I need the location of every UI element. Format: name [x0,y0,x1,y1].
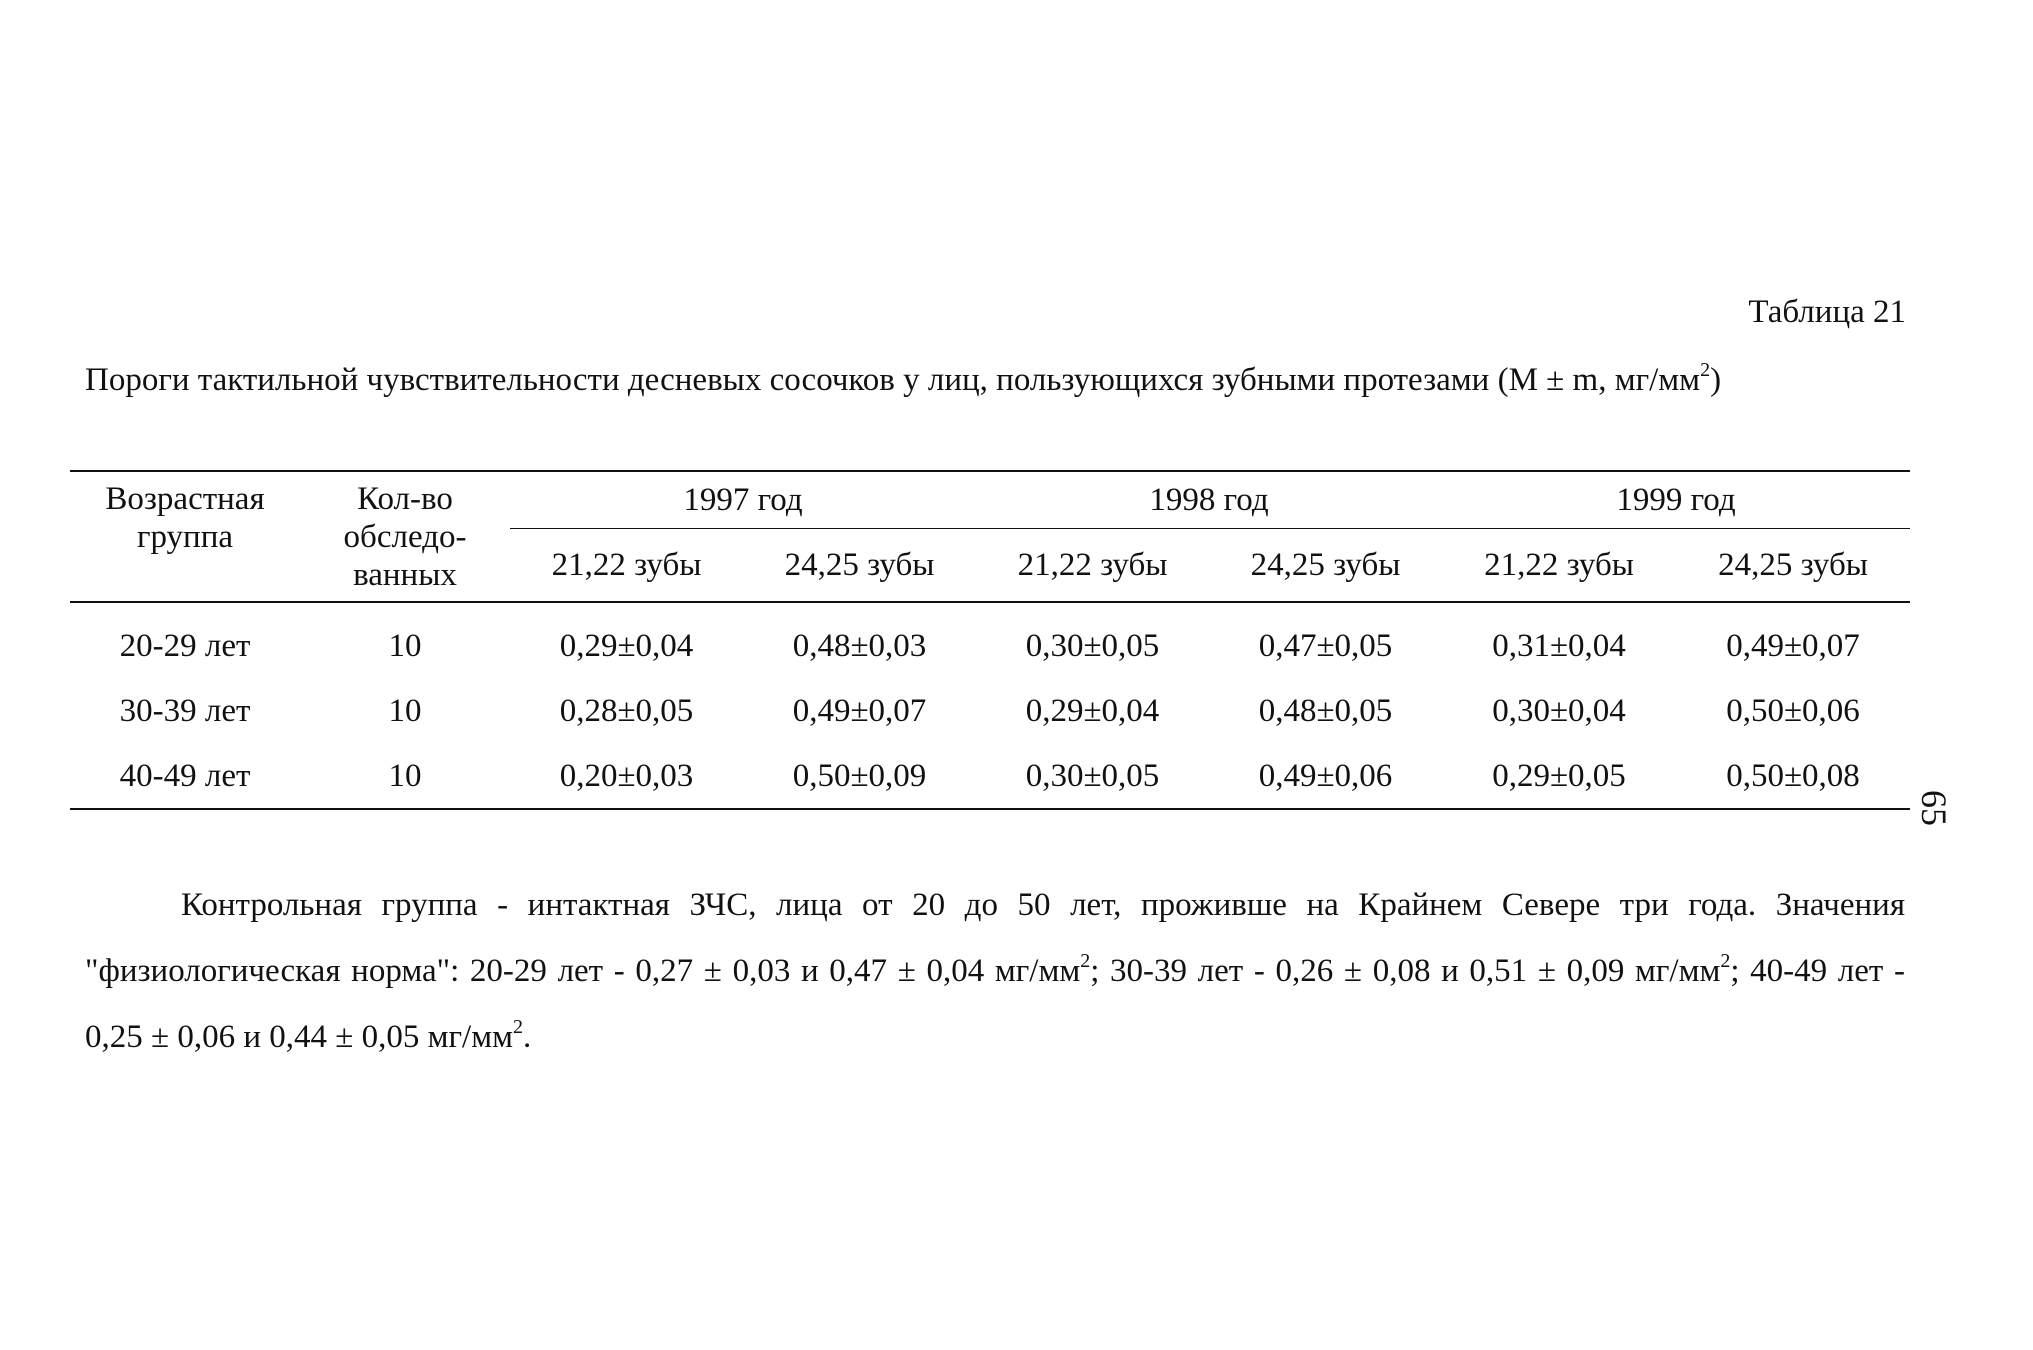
cell-value: 0,49±0,07 [792,692,927,729]
subheader-teeth: 24,25 зубы [1209,529,1442,603]
cell-value: 0,29±0,05 [1442,743,1676,809]
header-year-1997: 1997 год [510,471,976,529]
cell-count: 10 [388,692,422,729]
note-superscript: 2 [513,1016,523,1038]
control-group-note [85,872,1905,1070]
cell-age: 30-39 лет [119,692,251,729]
cell-value: 0,49±0,07 [1726,627,1860,664]
cell-value: 0,49±0,06 [1209,743,1442,809]
note-superscript: 2 [1720,950,1731,972]
header-count: Кол-во обследо-ванных [300,471,510,602]
header-age-group: Возрастная группа [70,471,300,602]
table-caption [85,360,1905,400]
header-year-1999: 1999 год [1442,471,1910,529]
note-superscript: 2 [1080,950,1091,972]
caption-text: Пороги тактильной чувствительности десневых сосочков у лиц, пользующихся зубными протезами (M ± m, мг/мм [85,362,1701,398]
cell-value: 0,48±0,03 [792,627,927,664]
cell-age: 40-49 лет [70,743,300,809]
note-text: Контрольная группа - интактная ЗЧС, лица от 20 до 50 лет, проживше на Крайнем Севере три года. Значения "физиологическая норма": 20-29 лет - 0,27 ± 0,03 и 0,47 ± 0,04 мг/мм [85,887,1905,989]
cell-value: 0,30±0,04 [1492,692,1626,729]
subheader-teeth: 24,25 зубы [1676,529,1910,603]
cell-value: 0,29±0,04 [1025,692,1160,729]
cell-value: 0,30±0,05 [976,743,1209,809]
cell-value: 0,50±0,08 [1676,743,1910,809]
cell-value: 0,28±0,05 [559,692,694,729]
subheader-teeth: 24,25 зубы [743,529,976,603]
caption-superscript: 2 [1700,359,1711,381]
cell-value: 0,30±0,05 [1025,627,1160,664]
table-row [70,743,1910,809]
cell-value: 0,50±0,09 [743,743,976,809]
cell-value: 0,48±0,05 [1258,692,1393,729]
cell-value: 0,20±0,03 [510,743,743,809]
subheader-teeth: 21,22 зубы [1442,529,1676,603]
cell-count: 10 [388,627,422,664]
cell-value: 0,31±0,04 [1492,627,1626,664]
note-paragraph [85,872,1905,1070]
cell-value: 0,29±0,04 [559,627,694,664]
note-text: ; 30-39 лет - 0,26 ± 0,08 и 0,51 ± 0,09 мг/мм [1090,953,1721,989]
cell-count: 10 [300,743,510,809]
cell-age: 20-29 лет [119,627,251,664]
table-row [70,602,1910,678]
page-number: 65 [1914,790,1954,826]
cell-value: 0,47±0,05 [1258,627,1393,664]
note-text: ; 40-49 лет - 0,25 ± 0,06 и 0,44 ± 0,05 мг/мм [85,953,1905,1055]
subheader-teeth: 21,22 зубы [510,529,743,603]
caption-tail: ) [1710,362,1722,398]
table-label: Таблица 21 [1748,294,1906,330]
header-year-1998: 1998 год [976,471,1442,529]
note-text: . [523,1019,532,1055]
sensitivity-table [70,470,1910,810]
subheader-teeth: 21,22 зубы [976,529,1209,603]
cell-value: 0,50±0,06 [1726,692,1860,729]
table-row [70,678,1910,743]
